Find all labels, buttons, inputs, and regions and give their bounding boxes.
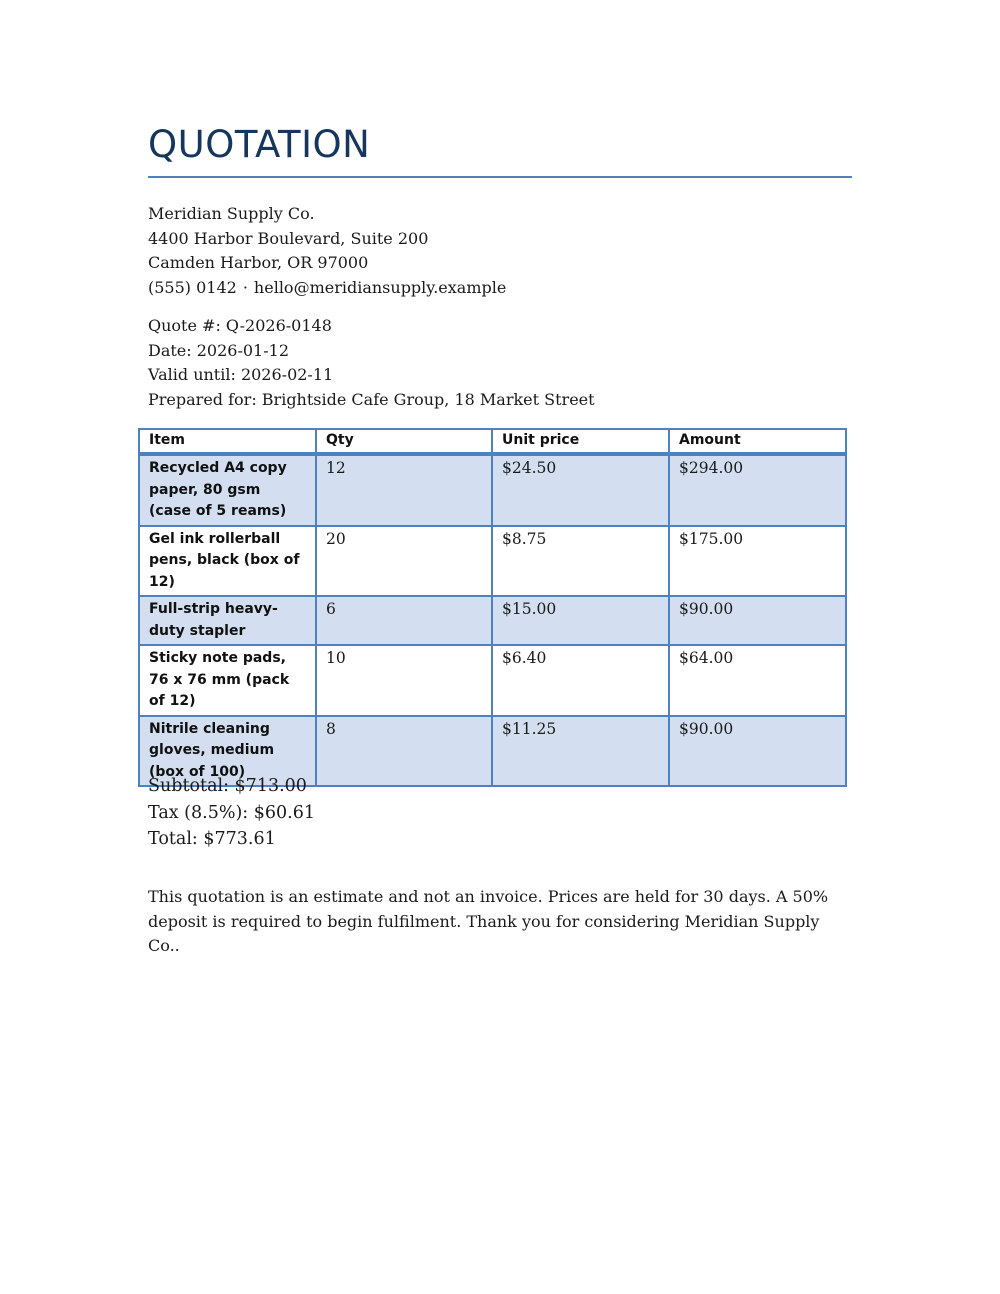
header-qty: Qty (316, 429, 492, 454)
contact-separator: · (242, 277, 248, 297)
document-title: QUOTATION (148, 123, 371, 166)
seller-street: 4400 Harbor Boulevard, Suite 200 (148, 228, 429, 248)
grand-total: Total: $773.61 (148, 829, 276, 849)
row-item: Recycled A4 copy paper, 80 gsm (case of 5 reams) (139, 454, 316, 526)
row-amount: $294.00 (669, 454, 846, 526)
quote-number: Quote #: Q-2026-0148 (148, 316, 332, 335)
header-item: Item (139, 429, 316, 454)
seller-city: Camden Harbor, OR 97000 (148, 253, 369, 272)
row-unit-price: $6.40 (492, 645, 669, 716)
row-qty: 12 (316, 454, 492, 526)
totals-block (148, 773, 315, 853)
row-amount: $90.00 (669, 716, 846, 787)
row-unit-price: $11.25 (492, 716, 669, 787)
row-item: Gel ink rollerball pens, black (box of 12) (139, 526, 316, 597)
seller-name: Meridian Supply Co. (148, 204, 315, 223)
title-divider (148, 176, 852, 178)
row-item: Nitrile cleaning gloves, medium (box of 100) (139, 716, 316, 787)
row-qty: 8 (316, 716, 492, 787)
header-amount: Amount (669, 429, 846, 454)
quote-prepared-for: Prepared for: Brightside Cafe Group, 18 Market Street (148, 389, 595, 409)
row-unit-price: $15.00 (492, 596, 669, 645)
table-header-row (139, 429, 846, 454)
table-row (139, 645, 846, 716)
row-amount: $90.00 (669, 596, 846, 645)
header-unit-price: Unit price (492, 429, 669, 454)
seller-phone: (555) 0142 (148, 277, 237, 297)
row-unit-price: $24.50 (492, 454, 669, 526)
line-items-table (138, 428, 847, 787)
table-row (139, 454, 846, 526)
row-qty: 10 (316, 645, 492, 716)
row-item: Full-strip heavy-duty stapler (139, 596, 316, 645)
quote-meta-block (148, 314, 595, 412)
quote-valid-until: Valid until: 2026-02-11 (148, 365, 334, 384)
tax: Tax (8.5%): $60.61 (148, 802, 315, 823)
seller-email: hello@meridiansupply.example (253, 277, 507, 297)
footer-note: This quotation is an estimate and not an invoice. Prices are held for 30 days. A 50% deposit is required to begin fulfilment. Thank you for considering Meridian Supply Co.. (148, 887, 829, 955)
row-item: Sticky note pads, 76 x 76 mm (pack of 12) (139, 645, 316, 716)
row-amount: $175.00 (669, 526, 846, 597)
seller-address-block (148, 202, 506, 300)
row-unit-price: $8.75 (492, 526, 669, 597)
table-row (139, 526, 846, 597)
row-qty: 6 (316, 596, 492, 645)
table-row (139, 596, 846, 645)
seller-contact (148, 276, 506, 301)
quote-date: Date: 2026-01-12 (148, 340, 289, 360)
row-amount: $64.00 (669, 645, 846, 716)
row-qty: 20 (316, 526, 492, 597)
subtotal: Subtotal: $713.00 (148, 776, 307, 796)
